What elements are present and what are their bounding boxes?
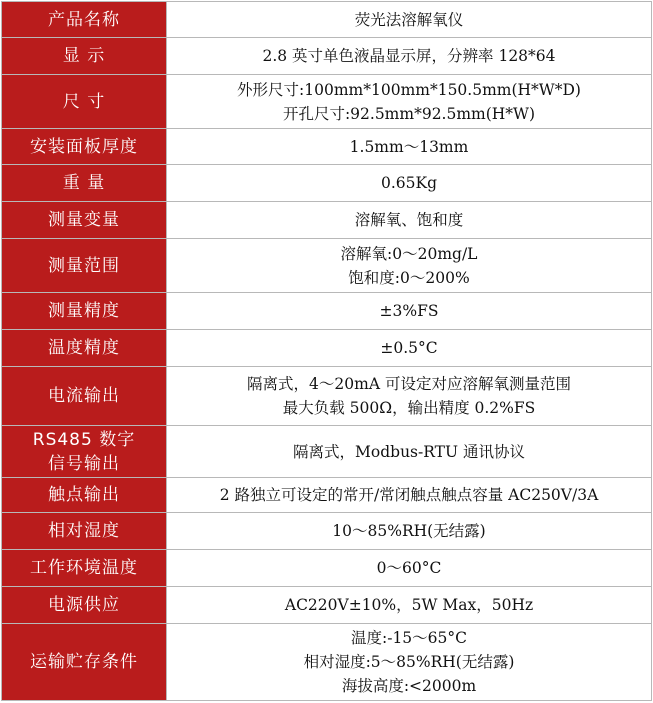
row-label-line: 工作环境温度: [30, 558, 138, 578]
row-label-line: 显 示: [62, 46, 106, 66]
row-value-line: 溶解氧:0～20mg/L: [340, 244, 478, 263]
row-value-line: 1.5mm～13mm: [349, 137, 469, 156]
row-label: [2, 202, 167, 239]
table-row: [2, 513, 652, 550]
row-value: [167, 330, 652, 367]
row-label-line: 电流输出: [48, 386, 120, 406]
table-row: [2, 202, 652, 239]
row-label-line: 测量范围: [48, 255, 120, 276]
row-value-line: ±0.5°C: [380, 339, 438, 357]
row-label-line: 产品名称: [48, 9, 120, 30]
table-row: [2, 478, 652, 513]
row-value: [167, 129, 652, 165]
row-value: [167, 513, 652, 550]
row-label: [2, 426, 167, 478]
row-label: [2, 367, 167, 426]
row-value: [167, 293, 652, 330]
row-value-line: AC220V±10%，5W Max，50Hz: [284, 596, 534, 614]
row-value-line: 开孔尺寸:92.5mm*92.5mm(H*W): [282, 104, 536, 123]
row-label: [2, 2, 167, 38]
row-value-line: 10～85%RH(无结露): [332, 522, 486, 540]
row-value-line: 饱和度:0～200%: [348, 268, 470, 287]
row-label-line: 触点输出: [48, 485, 120, 505]
row-value: [167, 2, 652, 38]
row-value-line: 溶解氧、饱和度: [354, 211, 464, 229]
table-row: [2, 38, 652, 75]
table-row: [2, 129, 652, 165]
row-label: [2, 624, 167, 701]
row-value-line: 2.8 英寸单色液晶显示屏，分辨率 128*64: [262, 47, 556, 65]
row-label: [2, 75, 167, 129]
row-label: [2, 550, 167, 587]
row-label-line: 安装面板厚度: [30, 136, 138, 157]
row-value: [167, 75, 652, 129]
row-value-line: 海拔高度:<2000m: [341, 677, 477, 695]
row-value: [167, 239, 652, 293]
table-row: [2, 587, 652, 624]
row-label-line: 运输贮存条件: [30, 652, 138, 672]
row-label-line: 相对湿度: [48, 521, 120, 541]
table-row: [2, 165, 652, 202]
row-label-line: 信号输出: [48, 453, 120, 474]
row-value-line: 2 路独立可设定的常开/常闭触点触点容量 AC250V/3A: [219, 486, 599, 504]
row-label: [2, 38, 167, 75]
table-row: [2, 293, 652, 330]
table-row: [2, 550, 652, 587]
table-row: [2, 367, 652, 426]
row-value: [167, 478, 652, 513]
row-value-line: 温度:-15～65°C: [350, 629, 467, 647]
table-row: [2, 75, 652, 129]
row-label-line: 温度精度: [48, 338, 120, 358]
row-label-line: 电源供应: [48, 595, 120, 615]
row-label-line: 重 量: [62, 173, 106, 193]
row-value: [167, 38, 652, 75]
row-label-line: RS485 数字: [32, 429, 136, 450]
row-label: [2, 478, 167, 513]
row-value-line: 相对湿度:5～85%RH(无结露): [303, 653, 515, 671]
row-label: [2, 293, 167, 330]
row-value-line: 隔离式，Modbus-RTU 通讯协议: [293, 442, 525, 461]
table-row: [2, 624, 652, 701]
table-row: [2, 239, 652, 293]
spec-table: [1, 1, 652, 701]
row-label-line: 测量变量: [48, 210, 120, 230]
row-label: [2, 587, 167, 624]
row-value: [167, 624, 652, 701]
row-value-line: 0.65Kg: [380, 174, 437, 192]
table-row: [2, 426, 652, 478]
row-value: [167, 587, 652, 624]
row-value-line: 外形尺寸:100mm*100mm*150.5mm(H*W*D): [237, 80, 581, 99]
row-label: [2, 239, 167, 293]
row-label: [2, 513, 167, 550]
row-value: [167, 367, 652, 426]
row-label: [2, 129, 167, 165]
row-value-line: 0～60°C: [376, 559, 442, 577]
row-label: [2, 165, 167, 202]
row-value: [167, 426, 652, 478]
row-value-line: 最大负载 500Ω，输出精度 0.2%FS: [282, 399, 536, 417]
row-value: [167, 165, 652, 202]
row-value: [167, 550, 652, 587]
table-row: [2, 2, 652, 38]
row-value-line: ±3%FS: [379, 302, 439, 320]
row-value: [167, 202, 652, 239]
row-value-line: 隔离式，4～20mA 可设定对应溶解氧测量范围: [247, 375, 571, 393]
row-value-line: 荧光法溶解氧仪: [354, 10, 464, 29]
row-label-line: 尺 寸: [62, 91, 106, 112]
row-label-line: 测量精度: [48, 301, 120, 321]
row-label: [2, 330, 167, 367]
table-row: [2, 330, 652, 367]
